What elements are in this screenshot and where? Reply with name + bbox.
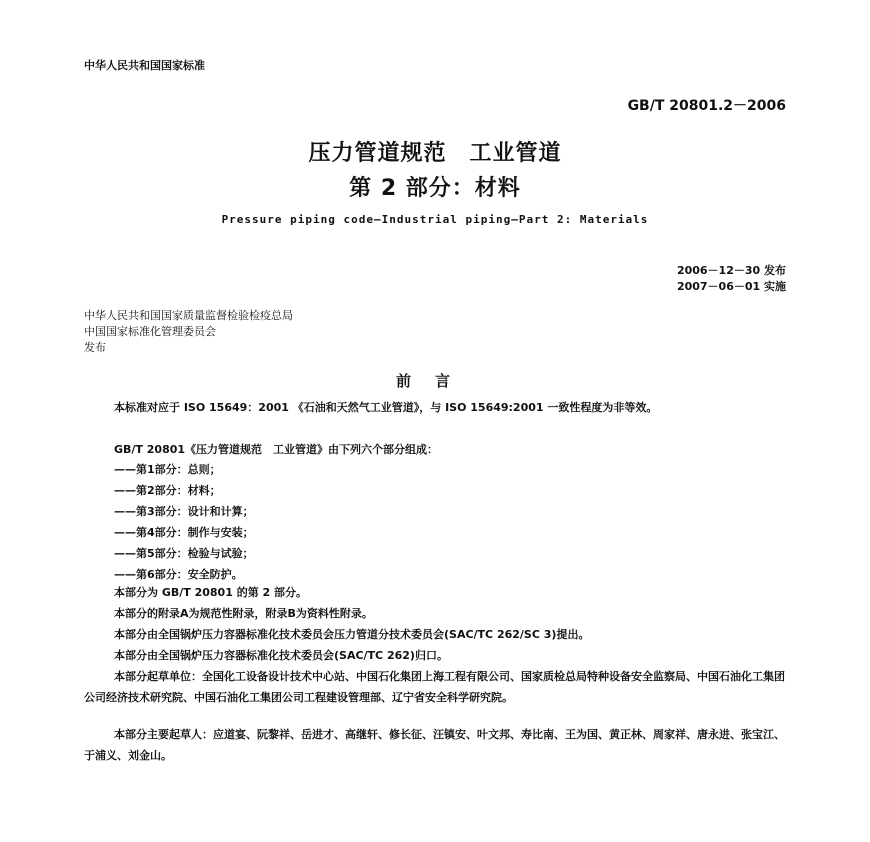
part-list-item: ——第3部分：设计和计算； (114, 505, 254, 518)
foreword-paragraph-8: 本部分主要起草人：应道宴、阮黎祥、岳进才、高继轩、修长征、汪镇安、叶文邦、寿比南、王为国、黄正林、周家祥、唐永进、张宝江、于浦义、刘金山。 (84, 728, 785, 762)
issuer-action: 发布 (84, 341, 106, 354)
national-standard-label: 中华人民共和国国家标准 (84, 59, 205, 72)
issuer-org-1: 中华人民共和国国家质量监督检验检疫总局 (84, 309, 293, 322)
foreword-paragraph-7: 本部分起草单位：全国化工设备设计技术中心站、中国石化集团上海工程有限公司、国家质检总局特种设备安全监察局、中国石油化工集团公司经济技术研究院、中国石油化工集团公司工程建设管理部、辽宁省安全科学研究院。 (84, 670, 785, 704)
issue-date: 2006－12－30 发布 (676, 264, 786, 277)
foreword-paragraph-1: 本标准对应于 ISO 15649：2001 《石油和天然气工业管道》，与 ISO 15649:2001 一致性程度为非等效。 (114, 401, 658, 414)
foreword-paragraph-3: 本部分为 GB/T 20801 的第 2 部分。 (114, 586, 308, 599)
part-list-item: ——第2部分：材料； (114, 484, 221, 497)
foreword-paragraph-6: 本部分由全国锅炉压力容器标准化技术委员会(SAC/TC 262)归口。 (114, 649, 448, 662)
foreword-paragraph-2: GB/T 20801《压力管道规范 工业管道》由下列六个部分组成： (114, 443, 439, 456)
foreword-paragraph-4: 本部分的附录A为规范性附录，附录B为资料性附录。 (114, 607, 373, 620)
standard-number: GB/T 20801.2－2006 (627, 98, 786, 114)
part-list-item: ——第4部分：制作与安装； (114, 526, 254, 539)
document-subtitle: 第 2 部分：材料 (349, 176, 521, 201)
document-title: 压力管道规范 工业管道 (308, 141, 562, 166)
implement-date: 2007－06－01 实施 (676, 280, 786, 293)
english-title: Pressure piping code—Industrial piping—Part 2: Materials (221, 213, 649, 226)
part-list-item: ——第5部分：检验与试验； (114, 547, 254, 560)
foreword-heading: 前言 (395, 372, 474, 390)
issuer-org-2: 中国国家标准化管理委员会 (84, 325, 216, 338)
foreword-paragraph-5: 本部分由全国锅炉压力容器标准化技术委员会压力管道分技术委员会(SAC/TC 262/SC 3)提出。 (114, 628, 590, 641)
part-list-item: ——第1部分：总则； (114, 463, 221, 476)
part-list-item: ——第6部分：安全防护。 (114, 568, 243, 581)
